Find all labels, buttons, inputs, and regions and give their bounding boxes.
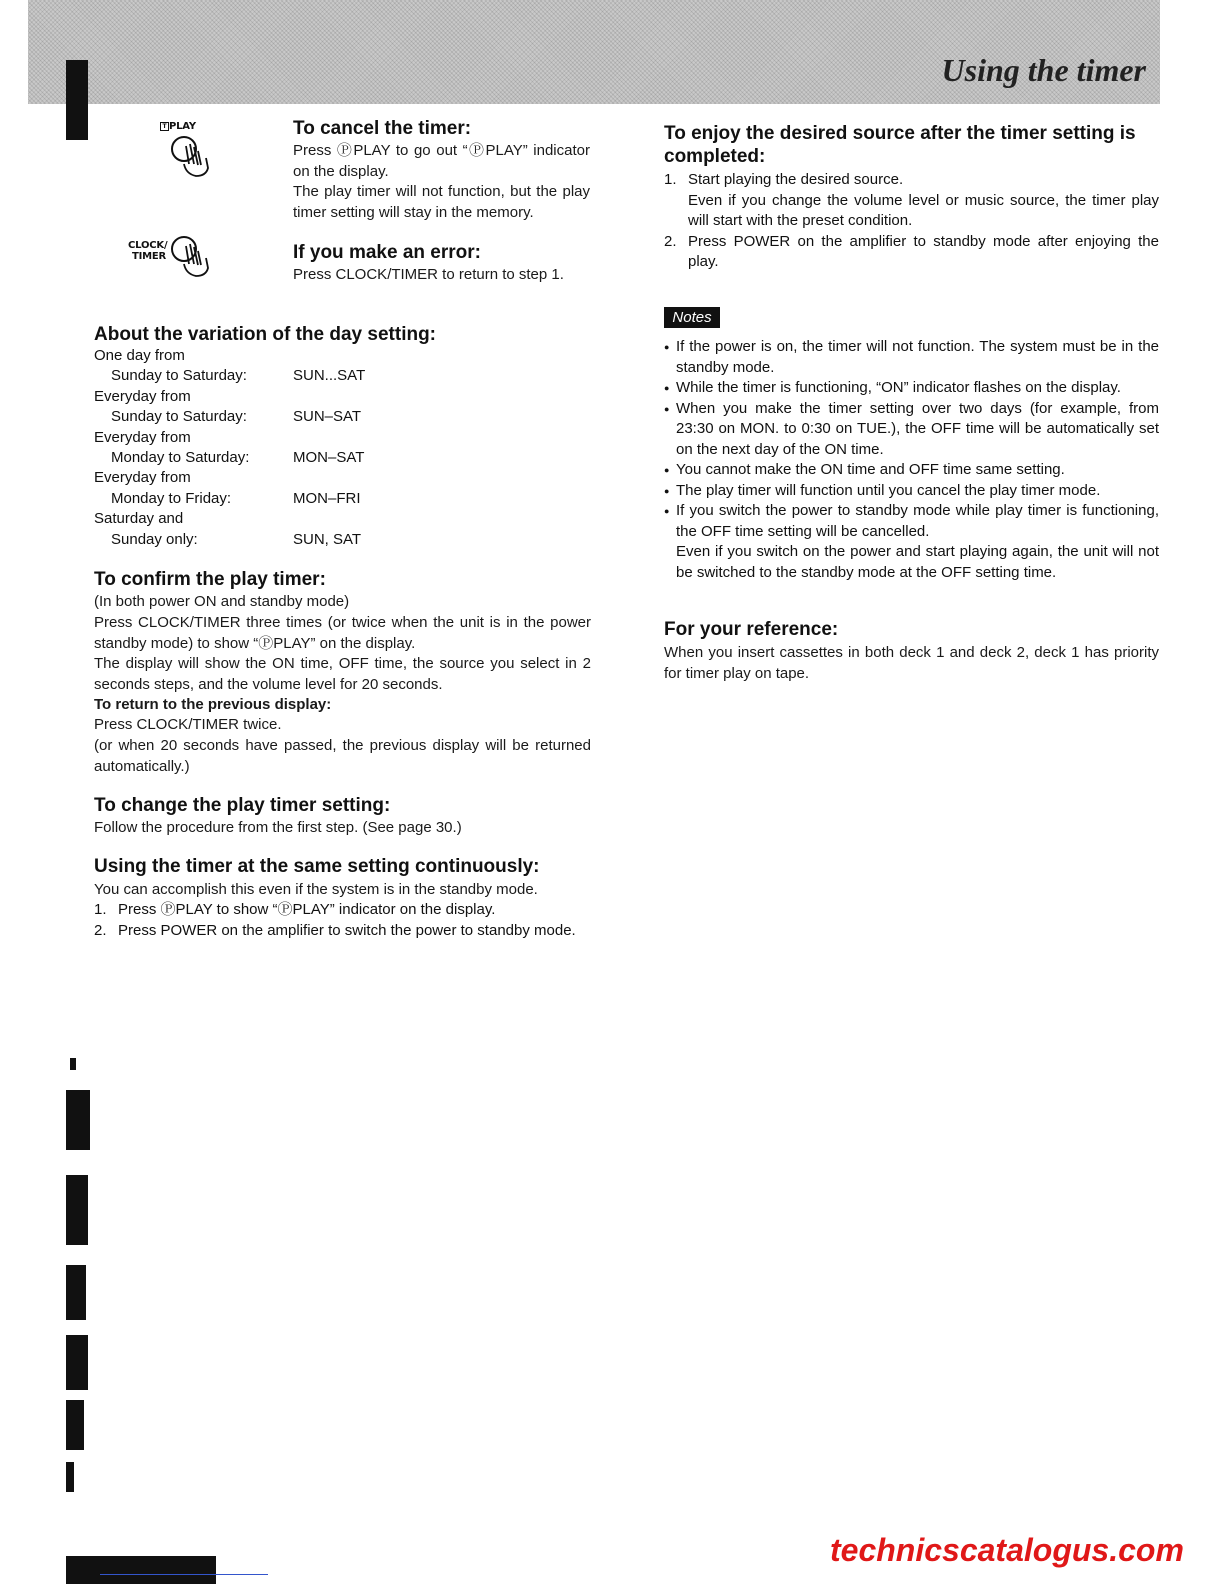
spine-mark (66, 1335, 88, 1390)
cancel-heading: To cancel the timer: (293, 118, 472, 139)
confirm-mode: (In both power ON and standby mode) (94, 593, 350, 610)
clock-timer-button-label: CLOCK/ TIMER (128, 240, 168, 262)
spine-mark (66, 1090, 90, 1150)
notes-badge: Notes (664, 307, 720, 328)
error-body: Press CLOCK/TIMER to return to step 1. (293, 266, 564, 283)
variation-row-value: MON–FRI (293, 489, 361, 507)
note-item: ● The play timer will function until you cancel the play timer mode. (664, 481, 1159, 502)
step-number: 1. (664, 171, 677, 188)
reference-heading: For your reference: (664, 619, 839, 640)
spine-mark (66, 1462, 74, 1492)
watermark-link[interactable]: technicscatalogus.com (830, 1532, 1184, 1568)
confirm-body-2: The display will show the ON time, OFF time, the source you select in 2 seconds steps, and the volume level for 20 seconds. (94, 655, 591, 693)
spine-mark (66, 1265, 86, 1320)
variation-row-label: Sunday only: (111, 530, 198, 548)
cancel-body-2: The play timer will not function, but the play timer setting will stay in the memory. (293, 183, 590, 221)
variation-row-label: Everyday from (94, 469, 191, 487)
spine-mark-top (66, 60, 88, 140)
error-heading: If you make an error: (293, 242, 481, 263)
cancel-body: Press ⓅPLAY to go out “ⓅPLAY” indicator on the display. (293, 142, 590, 180)
variation-row-value: SUN...SAT (293, 367, 366, 385)
step-item (94, 900, 591, 921)
variation-row-value: SUN, SAT (293, 530, 362, 548)
note-item: ● While the timer is functioning, “ON” indicator flashes on the display. (664, 378, 1159, 399)
play-button-label: T PLAY (160, 121, 196, 132)
notes-list (664, 337, 1159, 583)
variation-row-label: Saturday and (94, 510, 184, 528)
return-body: Press CLOCK/TIMER twice. (94, 716, 282, 733)
step-number: 2. (94, 921, 107, 939)
step-number: 2. (664, 232, 677, 250)
step-item (94, 921, 591, 942)
variation-row-label: Sunday to Saturday: (111, 408, 247, 426)
variation-row-value: SUN–SAT (293, 408, 362, 426)
note-item: ● You cannot make the ON time and OFF time same setting. (664, 460, 1159, 481)
step-item (664, 232, 1159, 273)
note-item: ● If you switch the power to standby mode while play timer is functioning, the OFF time setting will be cancelled. (664, 501, 1159, 542)
reference-body: When you insert cassettes in both deck 1 and deck 2, deck 1 has priority for timer play on tape. (664, 644, 1159, 682)
step-text: Press POWER on the amplifier to standby mode after enjoying the play. (688, 232, 1159, 270)
variation-row-label: Everyday from (94, 428, 191, 446)
step-item (664, 170, 1159, 232)
page-title: Using the timer (941, 52, 1146, 88)
hand-press-icon (166, 234, 216, 280)
variation-row-value: MON–SAT (293, 449, 365, 466)
continuous-heading: Using the timer at the same setting continuously: (94, 856, 540, 877)
step-subtext: Even if you change the volume level or music source, the timer play will start with the preset condition. (688, 191, 1159, 229)
bottom-rule (100, 1574, 268, 1575)
confirm-heading: To confirm the play timer: (94, 569, 326, 590)
step-text: Press POWER on the amplifier to switch the power to standby mode. (118, 921, 576, 939)
continuous-intro: You can accomplish this even if the system is in the standby mode. (94, 881, 538, 898)
spine-mark (66, 1175, 88, 1245)
spine-mark-bottom (66, 1556, 216, 1584)
return-subheading: To return to the previous display: (94, 696, 332, 713)
note-item: ● If the power is on, the timer will not function. The system must be in the standby mode. (664, 337, 1159, 378)
variation-row-label: Everyday from (94, 387, 191, 405)
change-body: Follow the procedure from the first step. (See page 30.) (94, 819, 462, 836)
continuous-steps (94, 900, 591, 941)
return-note: (or when 20 seconds have passed, the previous display will be returned automatically.) (94, 737, 591, 775)
enjoy-steps (664, 170, 1159, 273)
confirm-body-1: Press CLOCK/TIMER three times (or twice when the unit is in the power standby mode) to show “ⓅPLAY” on the display. (94, 614, 591, 652)
spine-mark (70, 1058, 76, 1070)
hand-press-icon (166, 134, 216, 180)
step-text: Press ⓅPLAY to show “ⓅPLAY” indicator on the display. (118, 901, 496, 918)
note-item: ● When you make the timer setting over two days (for example, from 23:30 on MON. to 0:30 on TUE.), the OFF time will be automatically set on the next day of the ON time. (664, 399, 1159, 461)
step-number: 1. (94, 901, 107, 918)
variation-row-label: Monday to Saturday: (111, 449, 250, 466)
variation-row-label: Monday to Friday: (111, 489, 232, 507)
enjoy-heading: To enjoy the desired source after the timer setting is completed: (664, 123, 1136, 167)
change-heading: To change the play timer setting: (94, 795, 391, 816)
step-text: Start playing the desired source. (688, 171, 904, 188)
variation-row-label: One day from (94, 347, 185, 364)
variation-heading: About the variation of the day setting: (94, 324, 437, 345)
spine-mark (66, 1400, 84, 1450)
variation-row-label: Sunday to Saturday: (111, 367, 247, 385)
note-continuation: Even if you switch on the power and start playing again, the unit will not be switched to the standby mode at the OFF setting time. (676, 543, 1159, 581)
